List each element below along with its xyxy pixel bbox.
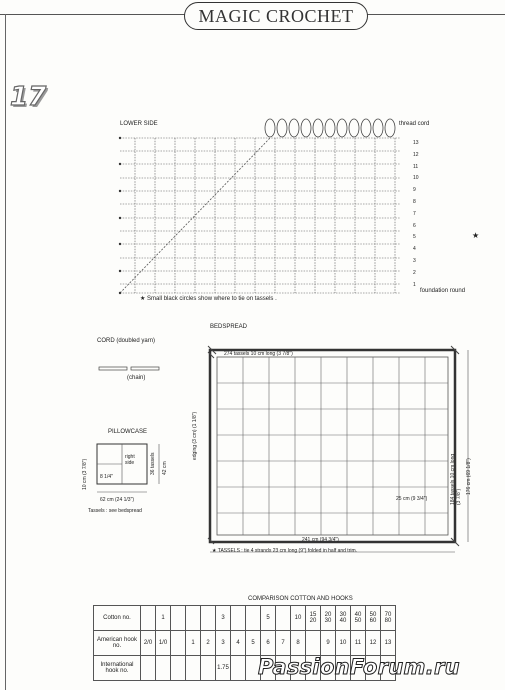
table-cell bbox=[186, 606, 201, 631]
pillowcase-title: PILLOWCASE bbox=[108, 429, 148, 435]
star-icon: ★ bbox=[212, 548, 218, 554]
flap-label: 8 1/4" bbox=[100, 474, 113, 480]
table-cell: 9 bbox=[321, 631, 336, 656]
table-cell: 3 bbox=[216, 631, 231, 656]
table-cell: 1.75 bbox=[216, 656, 231, 681]
row-number: 1 bbox=[413, 281, 416, 288]
row-header: American hook no. bbox=[94, 631, 141, 656]
table-cell: 1 bbox=[156, 606, 171, 631]
star-icon: ★ bbox=[472, 231, 480, 240]
table-cell: 1 bbox=[186, 631, 201, 656]
page-number: 17 bbox=[10, 82, 47, 112]
foundation-label: foundation round bbox=[420, 288, 466, 294]
pillow-tassels-label: 36 tassels bbox=[150, 452, 156, 475]
chain-label: (chain) bbox=[127, 375, 146, 381]
cord-title: CORD (doubled yarn) bbox=[97, 338, 156, 344]
table-cell bbox=[246, 606, 261, 631]
top-tassels-label: 274 tassels 10 cm long (3 7/8") bbox=[224, 351, 293, 357]
table-cell: 50 60 bbox=[366, 606, 381, 631]
table-cell bbox=[186, 656, 201, 681]
note-text: Small black circles show where to tie on tassels . bbox=[147, 296, 277, 302]
row-number: 3 bbox=[413, 257, 416, 264]
edging-label: edging (3 cm) (1 1/8") bbox=[192, 411, 198, 460]
table-cell: 10 bbox=[336, 631, 351, 656]
pillow-height-label: 42 cm bbox=[162, 461, 168, 475]
table-cell bbox=[156, 656, 171, 681]
comparison-title: COMPARISON COTTON AND HOOKS bbox=[248, 596, 353, 602]
table-cell bbox=[171, 656, 186, 681]
table-cell: 1/0 bbox=[156, 631, 171, 656]
table-cell: 13 bbox=[381, 631, 396, 656]
lower-side-chart bbox=[115, 118, 415, 303]
watermark: PassionForum.ru bbox=[258, 655, 460, 679]
row-number: 5 bbox=[413, 234, 416, 241]
table-cell bbox=[141, 606, 156, 631]
table-cell bbox=[171, 606, 186, 631]
row-number: 7 bbox=[413, 210, 416, 217]
row-number-list bbox=[413, 138, 419, 291]
pillow-tassel-note: Tassels : see bedspread bbox=[88, 508, 142, 514]
side-tassels-label: 184 tassels 10 cm long (3 7/8") bbox=[450, 453, 462, 505]
bedspread-height-label: 176 cm (69 1/8") bbox=[466, 458, 472, 495]
left-border bbox=[5, 14, 6, 690]
table-cell: 30 40 bbox=[336, 606, 351, 631]
row-number: 2 bbox=[413, 269, 416, 276]
magazine-title: MAGIC CROCHET bbox=[184, 2, 368, 30]
table-cell: 3 bbox=[216, 606, 231, 631]
table-cell bbox=[231, 606, 246, 631]
table-cell bbox=[201, 606, 216, 631]
pillow-width-label: 62 cm (24 1/3") bbox=[100, 497, 135, 503]
pillow-side-label: 10 cm (3 7/8") bbox=[82, 458, 88, 490]
table-cell: 2/0 bbox=[141, 631, 156, 656]
row-number: 9 bbox=[413, 187, 416, 194]
table-cell bbox=[201, 656, 216, 681]
row-number: 11 bbox=[413, 163, 419, 170]
thread-cord-label: thread cord bbox=[399, 121, 430, 127]
row-header: International hook no. bbox=[94, 656, 141, 681]
row-number: 8 bbox=[413, 198, 416, 205]
row-number: 4 bbox=[413, 246, 416, 253]
table-cell: 5 bbox=[261, 606, 276, 631]
row-number: 13 bbox=[413, 140, 419, 146]
star-icon: ★ bbox=[140, 296, 148, 302]
table-cell bbox=[171, 631, 186, 656]
table-cell: 40 50 bbox=[351, 606, 366, 631]
table-cell: 5 bbox=[246, 631, 261, 656]
table-cell: 12 bbox=[366, 631, 381, 656]
tassel-instructions bbox=[212, 548, 412, 554]
tassel-instructions-text: TASSELS : tie 4 strands 23 cm long (9") folded in half and trim. bbox=[217, 548, 358, 554]
table-cell: 4 bbox=[231, 631, 246, 656]
bedspread-width-label: 241 cm (94 3/4") bbox=[302, 537, 339, 543]
corner-label: 25 cm (9 3/4") bbox=[396, 496, 428, 502]
table-cell: 20 30 bbox=[321, 606, 336, 631]
right-side-label: right side bbox=[125, 454, 135, 466]
bedspread-diagram bbox=[200, 340, 475, 555]
table-row bbox=[94, 631, 396, 656]
table-cell bbox=[306, 631, 321, 656]
bedspread-title: BEDSPREAD bbox=[210, 324, 248, 330]
table-cell: 8 bbox=[291, 631, 306, 656]
table-cell bbox=[276, 606, 291, 631]
row-header: Cotton no. bbox=[94, 606, 141, 631]
table-cell: 11 bbox=[351, 631, 366, 656]
row-number: 10 bbox=[413, 175, 419, 182]
table-row bbox=[94, 606, 396, 631]
cord-drawing bbox=[96, 364, 166, 374]
table-cell: 15 20 bbox=[306, 606, 321, 631]
lower-side-title: LOWER SIDE bbox=[120, 121, 158, 127]
table-cell: 7 bbox=[276, 631, 291, 656]
row-number: 12 bbox=[413, 151, 419, 158]
table-cell: 10 bbox=[291, 606, 306, 631]
page-header bbox=[0, 0, 505, 40]
tassel-position-note bbox=[140, 296, 310, 303]
table-cell: 2 bbox=[201, 631, 216, 656]
table-cell: 70 80 bbox=[381, 606, 396, 631]
table-cell: 6 bbox=[261, 631, 276, 656]
table-cell bbox=[141, 656, 156, 681]
table-cell bbox=[231, 656, 246, 681]
row-number: 6 bbox=[413, 222, 416, 229]
